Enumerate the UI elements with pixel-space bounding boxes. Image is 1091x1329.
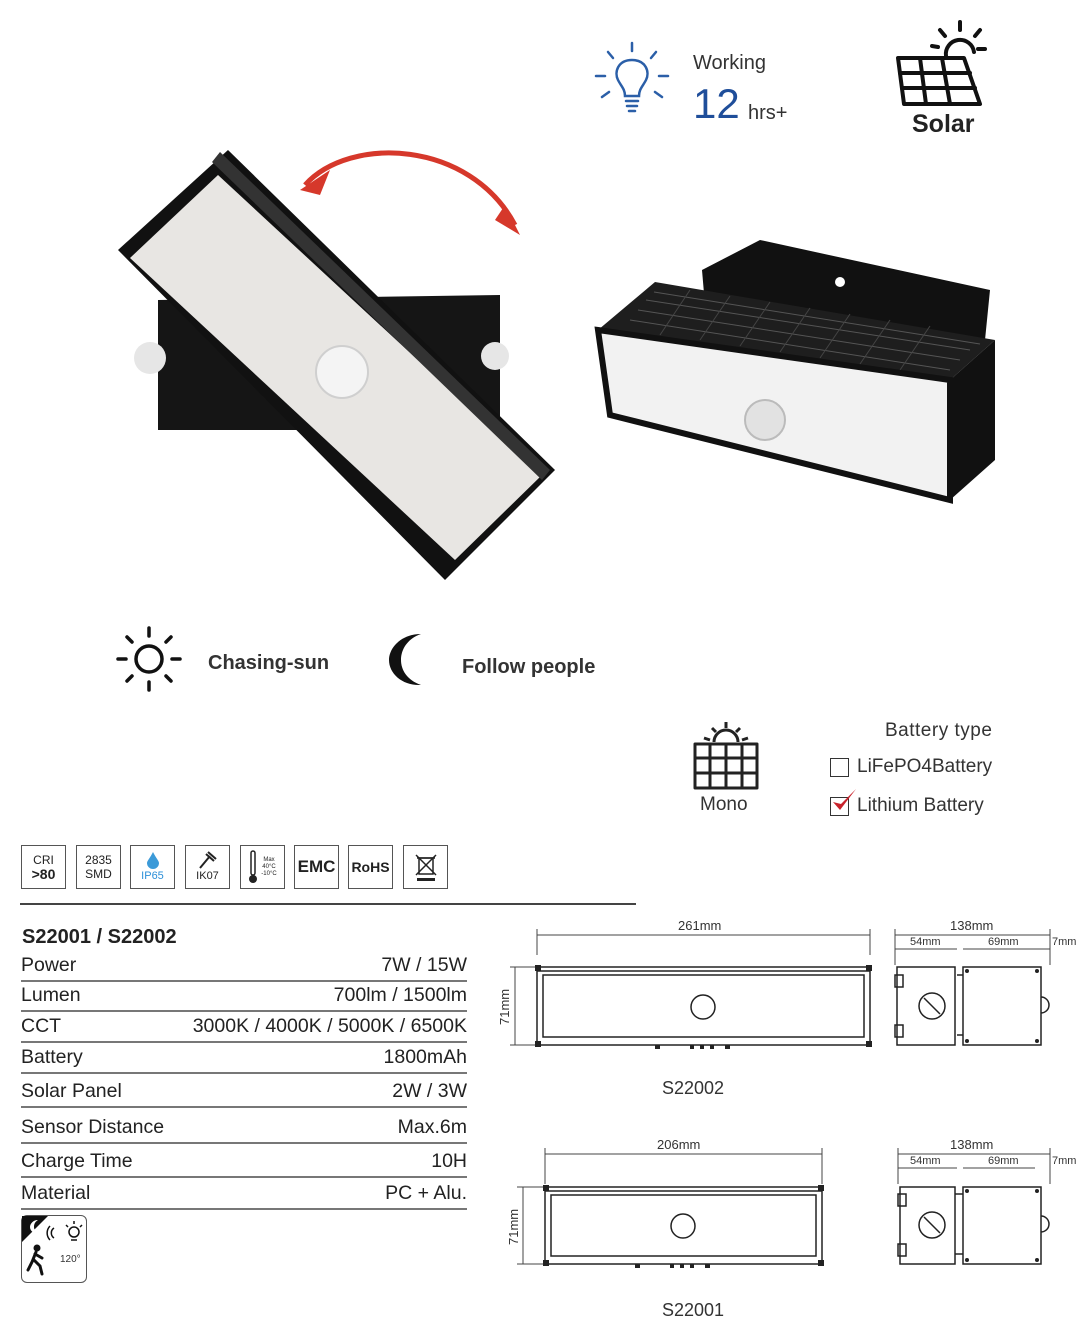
battery-option-lithium xyxy=(830,795,984,817)
spec-label: Solar Panel xyxy=(21,1080,122,1102)
spec-row-power xyxy=(21,954,467,982)
product-side-view xyxy=(590,230,1010,510)
dimension-depth-total: 138mm xyxy=(950,1137,994,1152)
working-label: Working xyxy=(693,52,766,74)
sensor-mode-badge xyxy=(21,1215,87,1283)
emc-label: EMC xyxy=(297,857,336,876)
panel-type-label: Mono xyxy=(700,794,748,815)
cri-label: CRI xyxy=(33,853,54,867)
spec-label: Material xyxy=(21,1182,91,1204)
temp-max-label: Max xyxy=(263,856,275,863)
cri-value: >80 xyxy=(31,866,56,882)
dimension-length: 261mm xyxy=(678,918,722,933)
checkbox-checked xyxy=(830,797,849,816)
rohs-label: RoHS xyxy=(351,859,390,875)
spec-row-battery xyxy=(21,1046,467,1074)
cri-badge xyxy=(21,845,66,889)
spec-label: Battery xyxy=(21,1046,83,1068)
battery-option-lifepo4 xyxy=(830,756,992,778)
sensor-angle: 120° xyxy=(60,1254,81,1265)
checkbox-unchecked xyxy=(830,758,849,777)
dimension-length: 206mm xyxy=(657,1137,701,1152)
dimension-height: 71mm xyxy=(506,1208,521,1245)
spec-row-cct xyxy=(21,1015,467,1043)
spec-row-charge-time xyxy=(21,1150,467,1178)
red-check-icon xyxy=(829,786,859,816)
sun-icon xyxy=(115,625,183,693)
spec-label: Lumen xyxy=(21,984,81,1006)
spec-label: Sensor Distance xyxy=(21,1116,165,1138)
spec-value: 3000K / 4000K / 5000K / 6500K xyxy=(192,1015,467,1037)
model-title: S22001 / S22002 xyxy=(22,926,177,948)
battery-type-title: Battery type xyxy=(885,720,993,741)
spec-value: 7W / 15W xyxy=(381,954,467,976)
spec-value: PC + Alu. xyxy=(385,1182,467,1204)
thermometer-icon xyxy=(248,849,258,885)
dimension-depth-b: 69mm xyxy=(988,936,1019,948)
battery-option-label: LiFePO4Battery xyxy=(857,756,993,777)
spec-value: 10H xyxy=(431,1150,467,1172)
solar-panel-icon xyxy=(888,16,992,112)
spec-label: Charge Time xyxy=(21,1150,133,1172)
ip65-badge xyxy=(130,845,175,889)
spec-value: 2W / 3W xyxy=(392,1080,467,1102)
dimension-depth-c: 7mm xyxy=(1052,1155,1077,1167)
temperature-badge xyxy=(240,845,285,889)
drawing-model-code: S22002 xyxy=(662,1078,725,1098)
smd-label: SMD xyxy=(85,867,112,881)
water-drop-icon xyxy=(145,851,161,869)
dimension-depth-a: 54mm xyxy=(910,1155,941,1167)
emc-badge xyxy=(294,845,339,889)
spec-row-lumen xyxy=(21,984,467,1012)
feature-label-follow-people: Follow people xyxy=(462,656,596,678)
mono-panel-icon xyxy=(690,720,762,792)
spec-value: 700lm / 1500lm xyxy=(333,984,467,1006)
dimension-height: 71mm xyxy=(497,988,512,1025)
working-hours-value: 12 xyxy=(693,80,740,127)
dimension-depth-b: 69mm xyxy=(988,1155,1019,1167)
dimension-depth-a: 54mm xyxy=(910,936,941,948)
battery-option-label: Lithium Battery xyxy=(857,795,984,816)
weee-badge xyxy=(403,845,448,889)
spec-label: Power xyxy=(21,954,77,976)
smd-badge xyxy=(76,845,121,889)
rohs-badge xyxy=(348,845,393,889)
smd-number: 2835 xyxy=(85,853,112,867)
moon-icon xyxy=(385,630,430,688)
bulb-icon xyxy=(592,40,672,130)
drawing-model-code: S22001 xyxy=(662,1300,725,1320)
spec-row-material xyxy=(21,1182,467,1210)
temp-high: 40°C xyxy=(262,863,276,870)
temp-low: -10°C xyxy=(261,870,277,877)
spec-value: Max.6m xyxy=(397,1116,467,1138)
ik-rating: IK07 xyxy=(196,870,219,882)
feature-label-chasing-sun: Chasing-sun xyxy=(208,652,330,674)
spec-label: CCT xyxy=(21,1015,62,1037)
dimension-depth-c: 7mm xyxy=(1052,936,1077,948)
spec-row-sensor-distance xyxy=(21,1116,467,1144)
weee-bin-icon xyxy=(413,852,439,882)
product-rotating-view xyxy=(110,140,570,590)
motion-sensor-icon xyxy=(22,1216,88,1284)
solar-label: Solar xyxy=(912,110,975,138)
dimension-depth-total: 138mm xyxy=(950,918,994,933)
working-hours-unit: hrs+ xyxy=(748,102,788,124)
ik07-badge xyxy=(185,845,230,889)
spec-row-solar-panel xyxy=(21,1080,467,1108)
section-divider xyxy=(20,903,636,905)
hammer-icon xyxy=(197,851,219,869)
ip-rating: IP65 xyxy=(141,870,164,882)
spec-value: 1800mAh xyxy=(383,1046,467,1068)
